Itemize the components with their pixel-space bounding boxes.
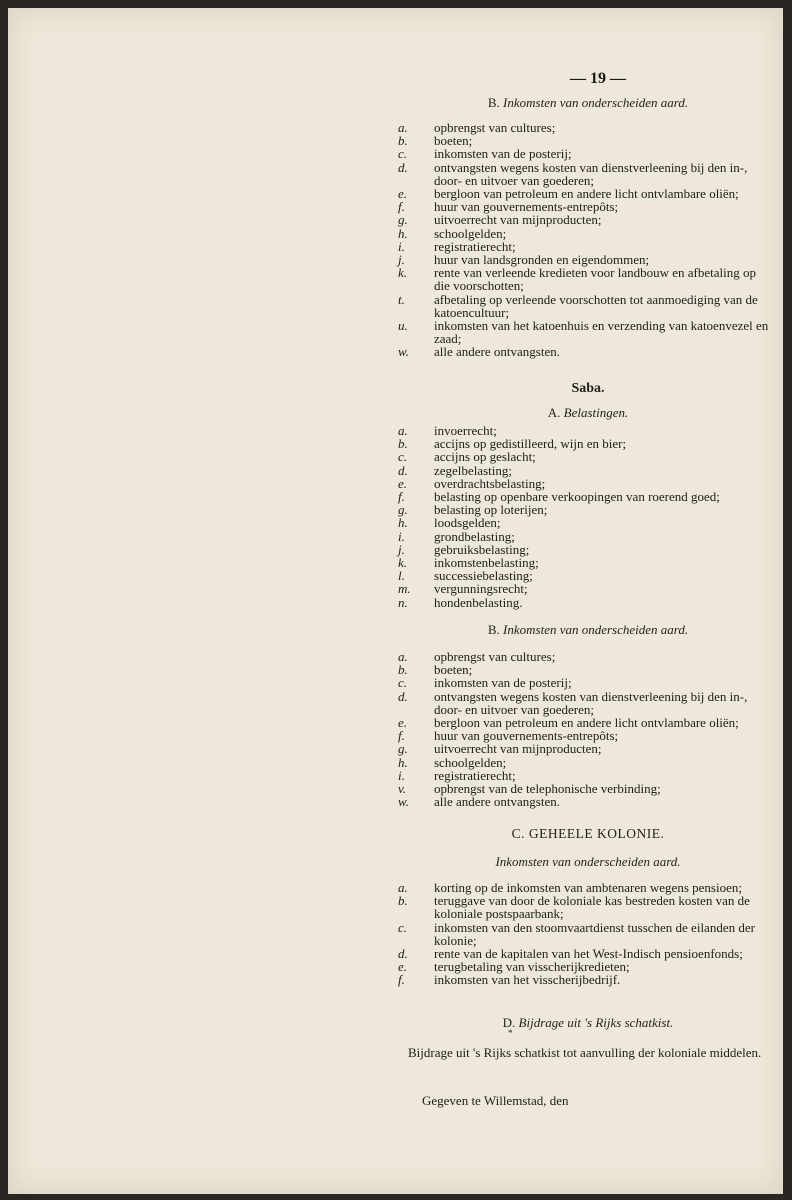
section-b1-heading: [398, 96, 778, 109]
item-letter: t.: [398, 291, 405, 307]
item-text: accijns op geslacht;: [434, 449, 536, 465]
item-text: hondenbelasting.: [434, 594, 523, 610]
list-item: [398, 973, 778, 986]
item-text: grondbelasting;: [434, 528, 515, 544]
item-text: huur van gouvernements-entrepôts;: [434, 728, 619, 744]
item-text: boeten;: [434, 133, 473, 149]
item-text: teruggave van door de koloniale kas bestreden kosten van de koloniale postspaarbank;: [434, 893, 750, 922]
item-letter: a.: [398, 880, 408, 895]
item-text: opbrengst van de telephonische verbinding;: [434, 781, 661, 797]
section-c-heading: C. GEHEELE KOLONIE.: [511, 826, 665, 841]
item-text: accijns op gedistilleerd, wijn en bier;: [434, 436, 627, 452]
list-item: [398, 161, 778, 187]
item-text: opbrengst van cultures;: [434, 649, 556, 664]
item-text: rente van de kapitalen van het West-Indisch pensioenfonds;: [434, 946, 743, 962]
item-text: belasting op openbare verkoopingen van roerend goed;: [434, 489, 720, 505]
item-letter: c.: [398, 675, 408, 691]
section-title: Bijdrage uit 's Rijks schatkist.: [518, 1015, 674, 1030]
section-a-list: [398, 424, 778, 609]
section-title: Inkomsten van onderscheiden aard.: [503, 622, 689, 637]
item-text: ontvangsten wegens kosten van dienstverleening bij den in-, door- en uitvoer van goederen;: [434, 159, 748, 188]
section-b1-list: [398, 121, 778, 359]
show-through-text: [158, 66, 164, 92]
item-letter: i.: [398, 767, 405, 783]
item-text: huur van gouvernements-entrepôts;: [434, 199, 619, 215]
section-c-list: [398, 881, 778, 987]
item-letter: d.: [398, 946, 408, 962]
section-prefix: B.: [487, 622, 500, 637]
list-item: [398, 596, 778, 609]
item-letter: b.: [398, 893, 408, 909]
item-letter: j.: [398, 252, 405, 268]
item-letter: e.: [398, 186, 408, 202]
document-page: [8, 8, 783, 1194]
asterisk-mark: *: [508, 1028, 513, 1038]
item-text: invoerrecht;: [434, 423, 497, 438]
item-letter: a.: [398, 423, 408, 438]
item-letter: w.: [398, 794, 409, 810]
list-item: [398, 690, 778, 716]
item-text: huur van landsgronden en eigendommen;: [434, 252, 650, 268]
item-text: registratierecht;: [434, 238, 516, 254]
section-prefix: D.: [502, 1015, 516, 1030]
item-text: uitvoerrecht van mijnproducten;: [434, 741, 602, 757]
section-b2-heading: [398, 623, 778, 636]
list-item: [398, 921, 778, 947]
item-letter: e.: [398, 475, 408, 491]
item-letter: m.: [398, 581, 411, 597]
list-item: [398, 795, 778, 808]
item-text: inkomsten van het visscherijbedrijf.: [434, 972, 621, 988]
item-text: ontvangsten wegens kosten van dienstverleening bij den in-, door- en uitvoer van goederen;: [434, 688, 748, 717]
item-text: loodsgelden;: [434, 515, 501, 531]
list-item: [398, 266, 778, 292]
item-text: inkomstenbelasting;: [434, 555, 539, 571]
section-title: Belastingen.: [563, 405, 629, 420]
item-letter: b.: [398, 662, 408, 678]
section-prefix: A.: [547, 405, 561, 420]
section-b2-list: [398, 650, 778, 808]
item-text: korting op de inkomsten van ambtenaren wegens pensioen;: [434, 880, 742, 895]
item-letter: e.: [398, 715, 408, 731]
item-text: alle andere ontvangsten.: [434, 794, 560, 810]
list-item: [398, 894, 778, 920]
item-text: terugbetaling van visscherijkredieten;: [434, 959, 630, 975]
list-item: [398, 319, 778, 345]
item-letter: a.: [398, 649, 408, 664]
item-letter: h.: [398, 515, 408, 531]
item-text: schoolgelden;: [434, 225, 507, 241]
item-text: registratierecht;: [434, 767, 516, 783]
item-text: afbetaling op verleende voorschotten tot aanmoediging van de katoencultuur;: [434, 291, 758, 320]
item-letter: i.: [398, 238, 405, 254]
item-text: alle andere ontvangsten.: [434, 344, 560, 360]
item-letter: c.: [398, 449, 408, 465]
item-letter: j.: [398, 541, 405, 557]
item-letter: c.: [398, 146, 408, 162]
item-letter: v.: [398, 781, 407, 797]
section-a-heading: [398, 406, 778, 419]
item-letter: e.: [398, 959, 408, 975]
item-letter: g.: [398, 502, 408, 518]
item-letter: w.: [398, 344, 409, 360]
item-letter: k.: [398, 555, 408, 571]
item-letter: l.: [398, 568, 405, 584]
item-letter: a.: [398, 120, 408, 135]
section-d-paragraph: Bijdrage uit 's Rijks schatkist tot aanvulling der koloniale middelen.: [408, 1045, 762, 1060]
item-text: schoolgelden;: [434, 754, 507, 770]
item-text: inkomsten van de posterij;: [434, 146, 572, 162]
item-text: inkomsten van den stoomvaartdienst tusschen de eilanden der kolonie;: [434, 919, 755, 948]
section-c-subheading: Inkomsten van onderscheiden aard.: [495, 854, 681, 869]
item-letter: f.: [398, 728, 405, 744]
item-letter: b.: [398, 133, 408, 149]
item-text: inkomsten van de posterij;: [434, 675, 572, 691]
item-letter: i.: [398, 528, 405, 544]
item-letter: n.: [398, 594, 408, 610]
item-text: belasting op loterijen;: [434, 502, 548, 518]
section-prefix: B.: [487, 95, 500, 110]
item-text: uitvoerrecht van mijnproducten;: [434, 212, 602, 228]
item-text: zegelbelasting;: [434, 462, 512, 478]
saba-heading: Saba.: [571, 381, 605, 396]
item-letter: f.: [398, 199, 405, 215]
item-letter: k.: [398, 265, 408, 281]
section-d-heading: [398, 1016, 778, 1029]
closing-line: Gegeven te Willemstad, den: [422, 1093, 569, 1108]
list-item: [398, 293, 778, 319]
item-text: overdrachtsbelasting;: [434, 475, 546, 491]
section-title: Inkomsten van onderscheiden aard.: [503, 95, 689, 110]
item-letter: d.: [398, 688, 408, 704]
item-letter: h.: [398, 225, 408, 241]
item-text: rente van verleende kredieten voor landbouw en afbetaling op die voorschotten;: [434, 265, 756, 294]
item-text: vergunningsrecht;: [434, 581, 528, 597]
list-item: [398, 345, 778, 358]
item-text: successiebelasting;: [434, 568, 533, 584]
page-number: — 19 —: [570, 70, 626, 87]
item-text: gebruiksbelasting;: [434, 541, 530, 557]
item-text: boeten;: [434, 662, 473, 678]
item-letter: d.: [398, 462, 408, 478]
item-letter: f.: [398, 489, 405, 505]
item-text: opbrengst van cultures;: [434, 120, 556, 135]
item-text: bergloon van petroleum en andere licht ontvlambare oliën;: [434, 186, 739, 202]
item-letter: g.: [398, 741, 408, 757]
item-letter: h.: [398, 754, 408, 770]
item-letter: b.: [398, 436, 408, 452]
item-letter: u.: [398, 318, 408, 334]
item-letter: g.: [398, 212, 408, 228]
item-letter: d.: [398, 159, 408, 175]
item-text: inkomsten van het katoenhuis en verzending van katoenvezel en zaad;: [434, 318, 769, 347]
item-letter: c.: [398, 919, 408, 935]
item-letter: f.: [398, 972, 405, 988]
item-text: bergloon van petroleum en andere licht ontvlambare oliën;: [434, 715, 739, 731]
